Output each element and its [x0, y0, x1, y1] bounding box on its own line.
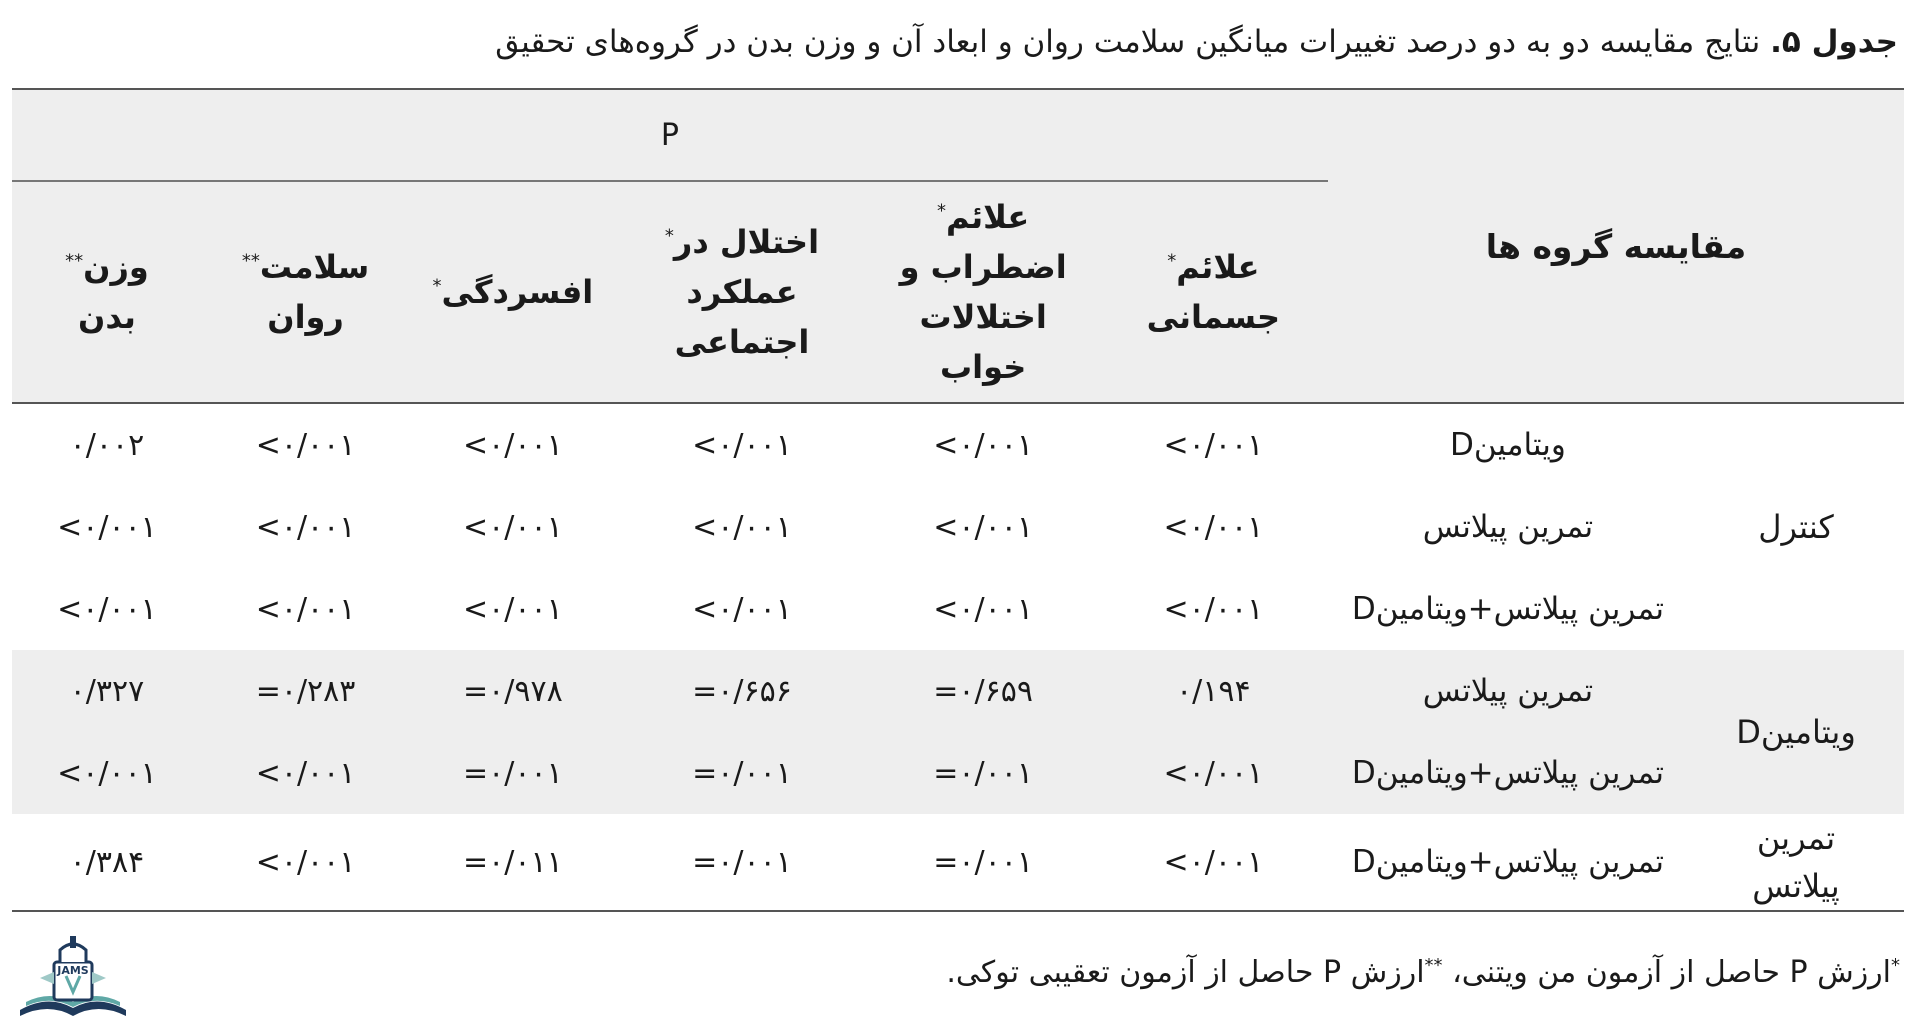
p-value-cell: <۰/۰۰۱	[692, 427, 792, 463]
p-value-cell: <۰/۰۰۱	[1099, 732, 1328, 814]
p-value-cell: <۰/۰۰۱	[463, 591, 563, 627]
p-value-cell: <۰/۰۰۱	[1099, 814, 1328, 911]
p-value-cell: <۰/۰۰۱	[692, 591, 792, 627]
header-body-weight: وزن** بدن	[12, 181, 202, 403]
group-label-pilates: تمرین پیلاتس	[1688, 814, 1904, 911]
logo-text: JAMS	[57, 964, 89, 977]
comparison-label: ویتامینD	[1450, 427, 1566, 463]
p-value-cell: =۰/۶۵۹	[867, 650, 1098, 732]
p-value-cell: <۰/۰۰۱	[202, 732, 409, 814]
comparison-table	[12, 88, 1904, 912]
p-value-cell: <۰/۰۰۱	[692, 509, 792, 545]
p-value-cell: <۰/۰۰۱	[57, 591, 157, 627]
p-value-cell: =۰/۰۰۱	[617, 732, 868, 814]
comparison-label: تمرین پیلاتس+ویتامینD	[1351, 591, 1665, 627]
p-value-cell: ۰/۳۲۷	[12, 650, 202, 732]
p-value-cell: <۰/۰۰۱	[255, 427, 356, 463]
p-value-cell: <۰/۰۰۱	[1163, 591, 1264, 627]
p-value-cell: =۰/۰۰۱	[867, 732, 1098, 814]
p-value-cell: <۰/۰۰۱	[12, 732, 202, 814]
p-value-cell: ۰/۱۹۴	[1099, 650, 1328, 732]
table-row	[12, 814, 1904, 911]
p-value-cell: <۰/۰۰۱	[1163, 509, 1264, 545]
p-value-cell: ۰/۳۸۴	[12, 814, 202, 911]
p-value-cell: =۰/۶۵۶	[617, 650, 868, 732]
header-mental-health: سلامت** روان	[202, 181, 409, 403]
p-value-cell: <۰/۰۰۱	[202, 814, 409, 911]
table-caption-text: نتایج مقایسه دو به دو درصد تغییرات میانگین سلامت روان و ابعاد آن و وزن بدن در گروه‌های تحقیق	[495, 24, 1771, 60]
p-value-cell: <۰/۰۰۱	[255, 591, 356, 627]
table-row	[12, 650, 1904, 732]
header-depression: افسردگی*	[409, 181, 616, 403]
jams-logo	[12, 932, 134, 1024]
p-value-cell: <۰/۰۰۱	[57, 509, 157, 545]
p-value-cell: <۰/۰۰۱	[933, 427, 1033, 463]
group-comparison-header: مقایسه گروه ها	[1328, 89, 1904, 403]
p-value-cell: <۰/۰۰۱	[255, 509, 356, 545]
comparison-label: تمرین پیلاتس	[1328, 650, 1688, 732]
table-row	[12, 732, 1904, 814]
p-value-cell: =۰/۹۷۸	[409, 650, 616, 732]
table-caption-label: جدول ۵.	[1770, 24, 1898, 60]
p-value-cell: =۰/۰۰۱	[409, 732, 616, 814]
p-value-cell: ۰/۰۰۲	[69, 427, 145, 463]
header-anxiety-sleep: علائم* اضطراب و اختلالات خواب	[867, 181, 1098, 403]
table-row	[12, 568, 1904, 650]
group-label-control: کنترل	[1758, 508, 1834, 546]
table-row	[12, 403, 1904, 486]
p-value-cell: <۰/۰۰۱	[1163, 427, 1264, 463]
p-value-cell: <۰/۰۰۱	[463, 427, 563, 463]
header-somatic-symptoms: علائم* جسمانی	[1099, 181, 1328, 403]
table-caption	[18, 14, 1898, 70]
table-footnote: *ارزش P حاصل از آزمون من ویتنی، **ارزش P حاصل از آزمون تعقیبی توکی.	[946, 955, 1900, 990]
group-label-vitamin-d: ویتامینD	[1688, 650, 1904, 814]
p-value-cell: =۰/۲۸۳	[202, 650, 409, 732]
p-value-cell: <۰/۰۰۱	[933, 591, 1033, 627]
comparison-label: تمرین پیلاتس+ویتامینD	[1328, 732, 1688, 814]
p-value-cell: =۰/۰۰۱	[867, 814, 1098, 911]
comparison-label: تمرین پیلاتس	[1422, 509, 1594, 545]
p-value-cell: <۰/۰۰۱	[463, 509, 563, 545]
p-value-cell: =۰/۰۱۱	[409, 814, 616, 911]
p-value-cell: =۰/۰۰۱	[617, 814, 868, 911]
header-social-dysfunction: اختلال در* عملکرد اجتماعی	[617, 181, 868, 403]
p-value-header: P	[12, 89, 1328, 181]
comparison-label: تمرین پیلاتس+ویتامینD	[1328, 814, 1688, 911]
table-row	[12, 486, 1904, 568]
p-value-cell: <۰/۰۰۱	[933, 509, 1033, 545]
